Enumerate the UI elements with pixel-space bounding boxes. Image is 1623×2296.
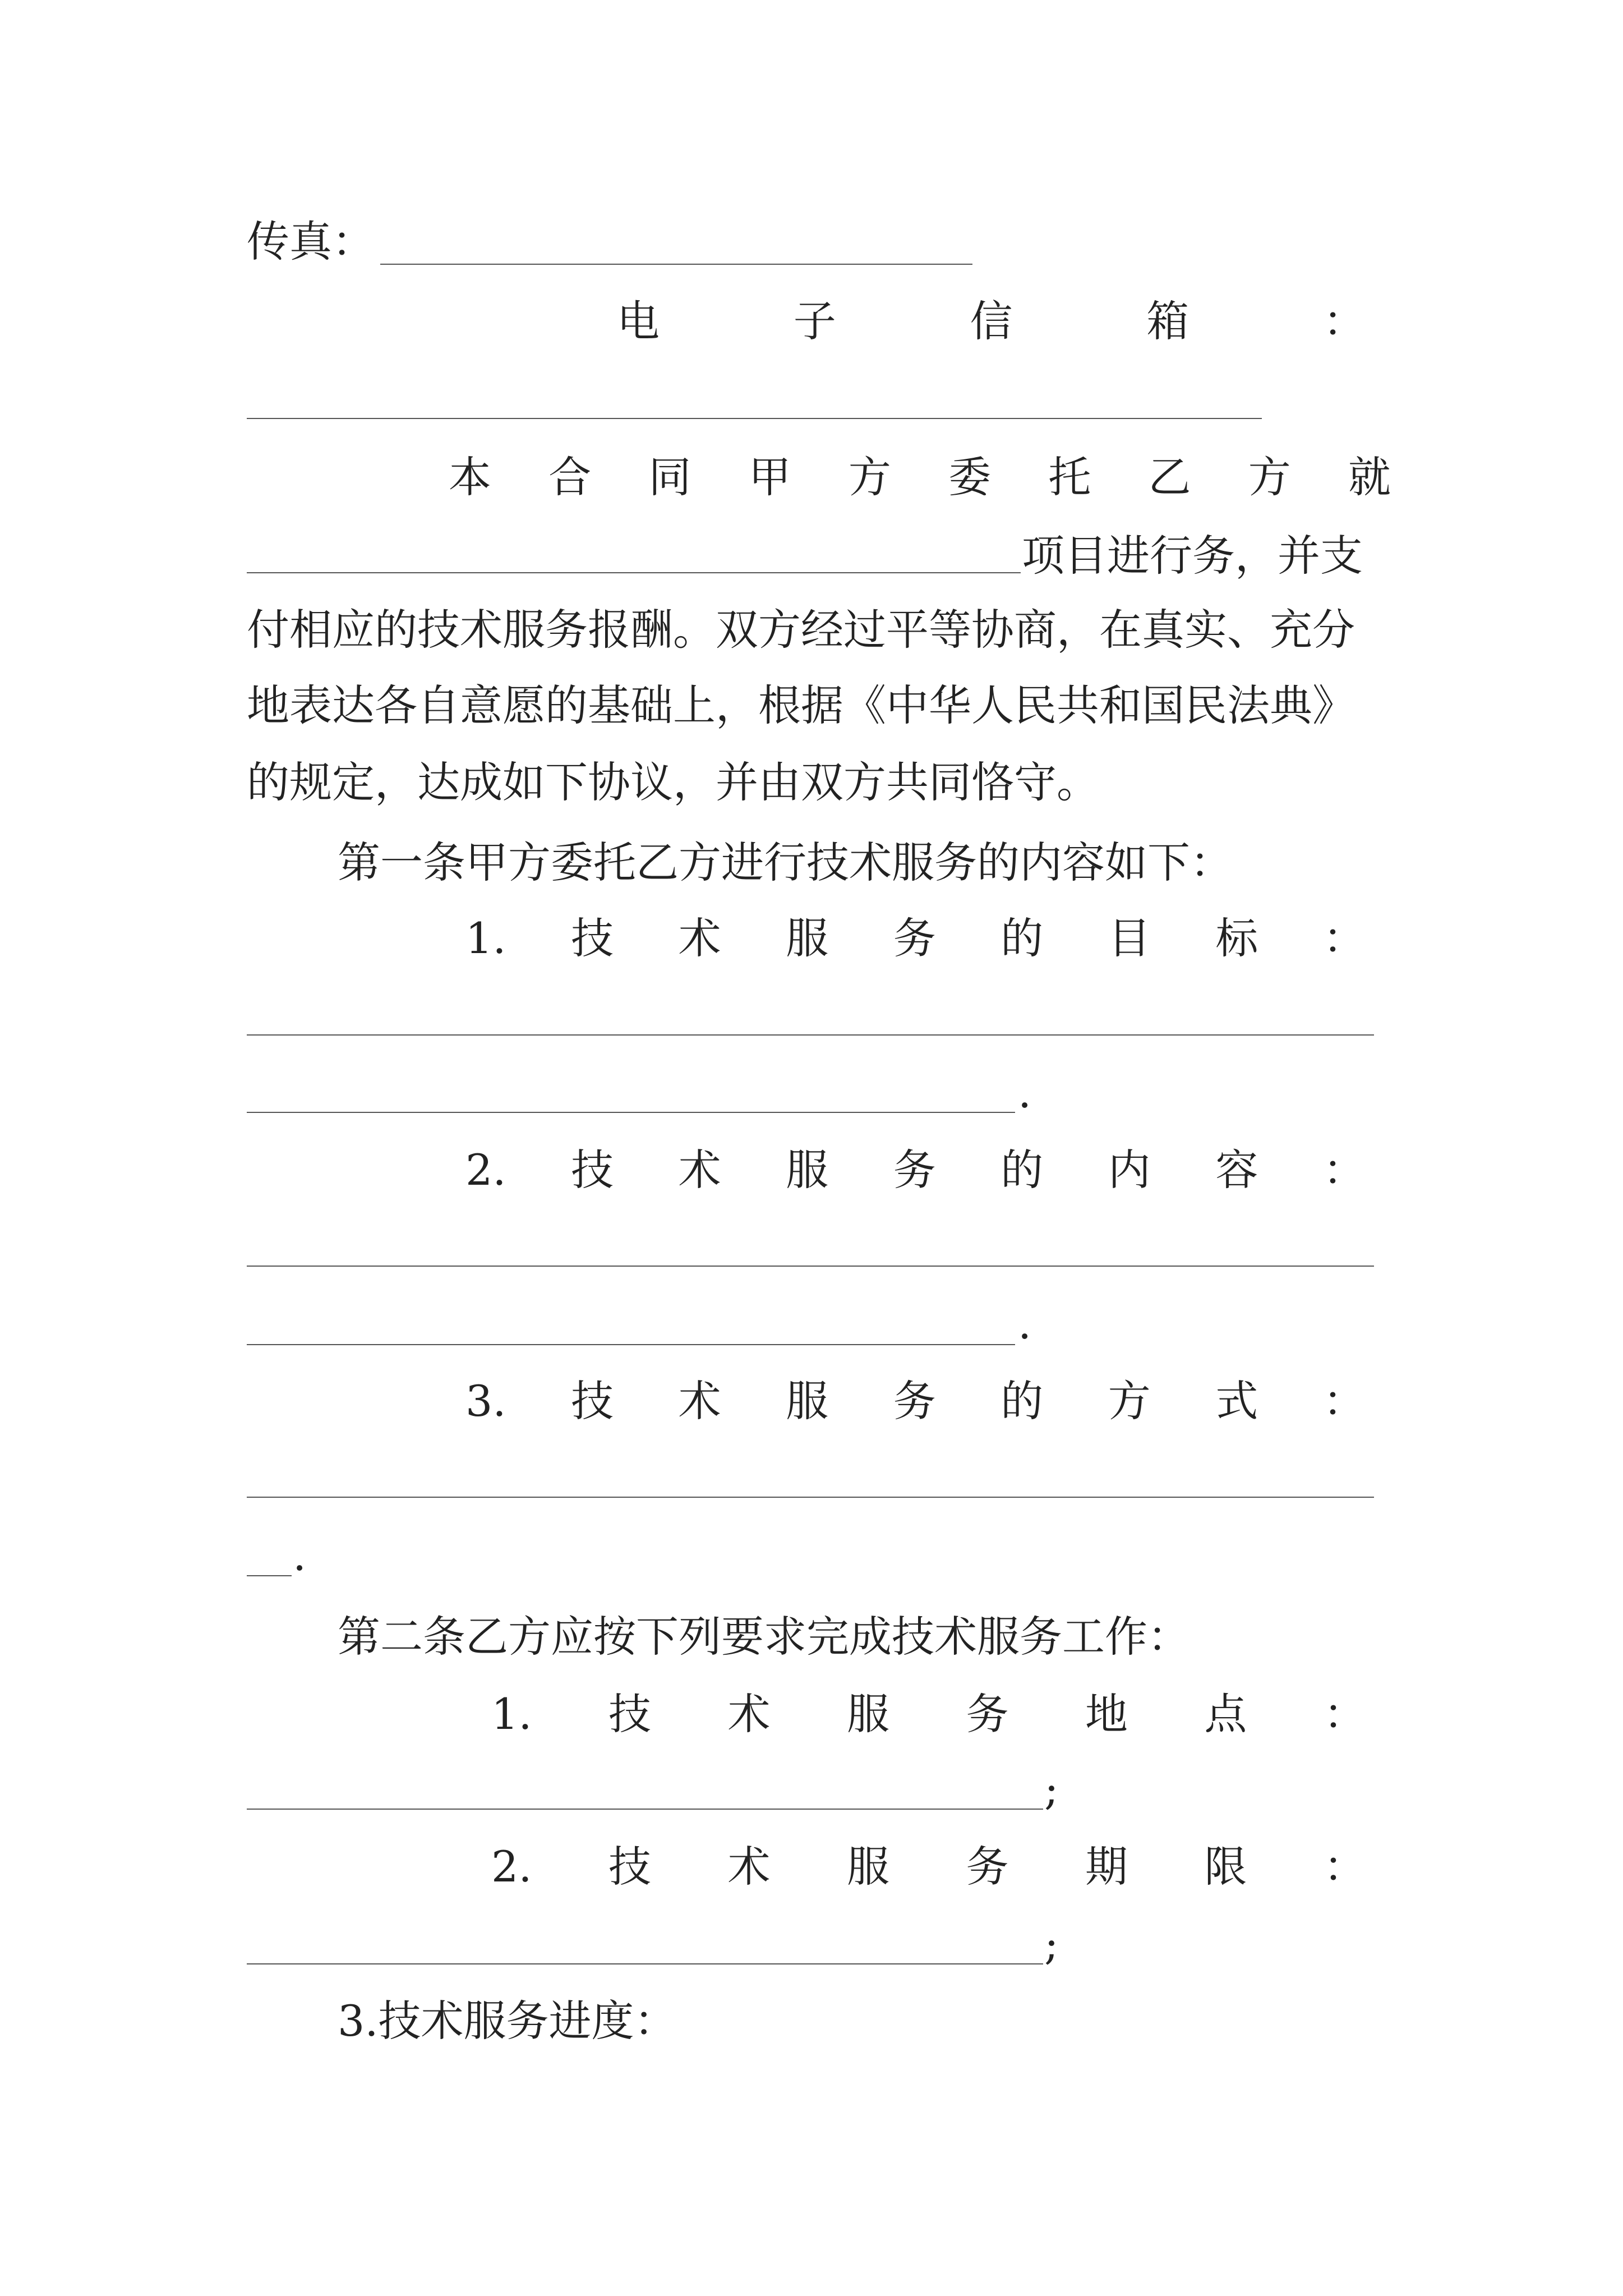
item-char: 技 <box>571 913 614 963</box>
item-char: 的 <box>1000 1376 1044 1426</box>
article-1-item-1 <box>465 913 1366 963</box>
intro-char: 委 <box>948 452 992 502</box>
email-label <box>617 296 1366 346</box>
item-char: 服 <box>786 1376 829 1426</box>
item-char: 容 <box>1215 1145 1258 1195</box>
intro-line-4: 地表达各自意愿的基础上，根据《中华人民共和国民法典》 <box>247 680 1355 730</box>
target-blank-line-2 <box>247 1112 1015 1113</box>
intro-char: 托 <box>1048 452 1091 502</box>
item-char: 术 <box>727 1689 771 1739</box>
item-char: 技 <box>608 1689 651 1739</box>
item-char: 服 <box>846 1842 889 1892</box>
item-char: 地 <box>1085 1689 1128 1739</box>
intro-char: 合 <box>548 452 592 502</box>
item-char: 术 <box>678 1145 721 1195</box>
item-char: 3. <box>465 1376 506 1426</box>
item-char: 2. <box>491 1842 532 1892</box>
item-char: 1. <box>465 913 506 963</box>
fax-label: 传真： <box>247 217 375 266</box>
article-2-item-2 <box>491 1842 1366 1892</box>
item-char: 服 <box>846 1689 889 1739</box>
intro-line-5: 的规定，达成如下协议，并由双方共同恪守。 <box>247 757 1099 807</box>
content-end-period: . <box>1018 1299 1032 1349</box>
period-blank-line <box>247 1963 1043 1964</box>
item-char: ： <box>1322 1376 1366 1426</box>
intro-line-3: 付相应的技术服务报酬。双方经过平等协商，在真实、充分 <box>247 605 1355 655</box>
item-char: 点 <box>1204 1689 1247 1739</box>
article-1-heading: 第一条甲方委托乙方进行技术服务的内容如下： <box>338 838 1233 887</box>
item-char: 式 <box>1215 1376 1258 1426</box>
article-1-item-2 <box>465 1145 1366 1195</box>
intro-char: 方 <box>848 452 891 502</box>
item-char: 技 <box>571 1376 614 1426</box>
article-2-heading: 第二条乙方应按下列要求完成技术服务工作： <box>338 1612 1190 1662</box>
item-char: 术 <box>727 1842 771 1892</box>
email-char: 箱 <box>1146 296 1189 346</box>
item-char: 务 <box>893 913 936 963</box>
period-semicolon: ; <box>1044 1919 1059 1969</box>
email-char: 信 <box>970 296 1013 346</box>
intro-char: 就 <box>1348 452 1391 502</box>
target-blank-line-1 <box>247 1034 1374 1036</box>
intro-char: 方 <box>1248 452 1291 502</box>
item-char: 目 <box>1108 913 1151 963</box>
item-char: 术 <box>678 913 721 963</box>
target-end-period: . <box>1018 1068 1032 1117</box>
email-char: 电 <box>617 296 660 346</box>
method-blank-line-2 <box>247 1575 292 1576</box>
intro-char: 同 <box>648 452 691 502</box>
item-char: 期 <box>1085 1842 1128 1892</box>
intro-char: 甲 <box>748 452 791 502</box>
item-char: 技 <box>571 1145 614 1195</box>
email-blank-line <box>247 418 1262 419</box>
article-2-item-1 <box>491 1689 1366 1739</box>
fax-blank-line <box>380 264 972 265</box>
email-char: 子 <box>793 296 836 346</box>
item-char: 服 <box>786 913 829 963</box>
item-char: 技 <box>608 1842 651 1892</box>
intro-line-1 <box>449 452 1391 502</box>
item-char: 务 <box>893 1376 936 1426</box>
item-char: 务 <box>966 1689 1009 1739</box>
item-char: 2. <box>465 1145 506 1195</box>
item-char: 的 <box>1000 1145 1044 1195</box>
content-blank-line-1 <box>247 1266 1374 1267</box>
content-blank-line-2 <box>247 1344 1015 1345</box>
intro-char: 乙 <box>1148 452 1191 502</box>
article-1-item-3 <box>465 1376 1366 1426</box>
email-char: ： <box>1323 296 1366 346</box>
project-blank-line <box>247 572 1021 573</box>
item-char: ： <box>1323 1689 1366 1739</box>
item-char: 限 <box>1204 1842 1247 1892</box>
intro-char: 本 <box>449 452 491 502</box>
item-char: ： <box>1323 1842 1366 1892</box>
method-end-period: . <box>293 1530 307 1580</box>
location-blank-line <box>247 1809 1043 1810</box>
item-char: ： <box>1322 913 1366 963</box>
item-char: 标 <box>1215 913 1258 963</box>
article-2-item-3: 3.技术服务进度： <box>338 1996 677 2046</box>
item-char: 务 <box>966 1842 1009 1892</box>
item-char: 的 <box>1000 913 1044 963</box>
item-char: 内 <box>1108 1145 1151 1195</box>
location-semicolon: ; <box>1044 1764 1059 1814</box>
item-char: 服 <box>786 1145 829 1195</box>
item-char: 术 <box>678 1376 721 1426</box>
item-char: 务 <box>893 1145 936 1195</box>
intro-line-2: 项目进行务，并支 <box>1022 531 1363 581</box>
item-char: 1. <box>491 1689 532 1739</box>
item-char: ： <box>1322 1145 1366 1195</box>
method-blank-line-1 <box>247 1497 1374 1498</box>
item-char: 方 <box>1108 1376 1151 1426</box>
